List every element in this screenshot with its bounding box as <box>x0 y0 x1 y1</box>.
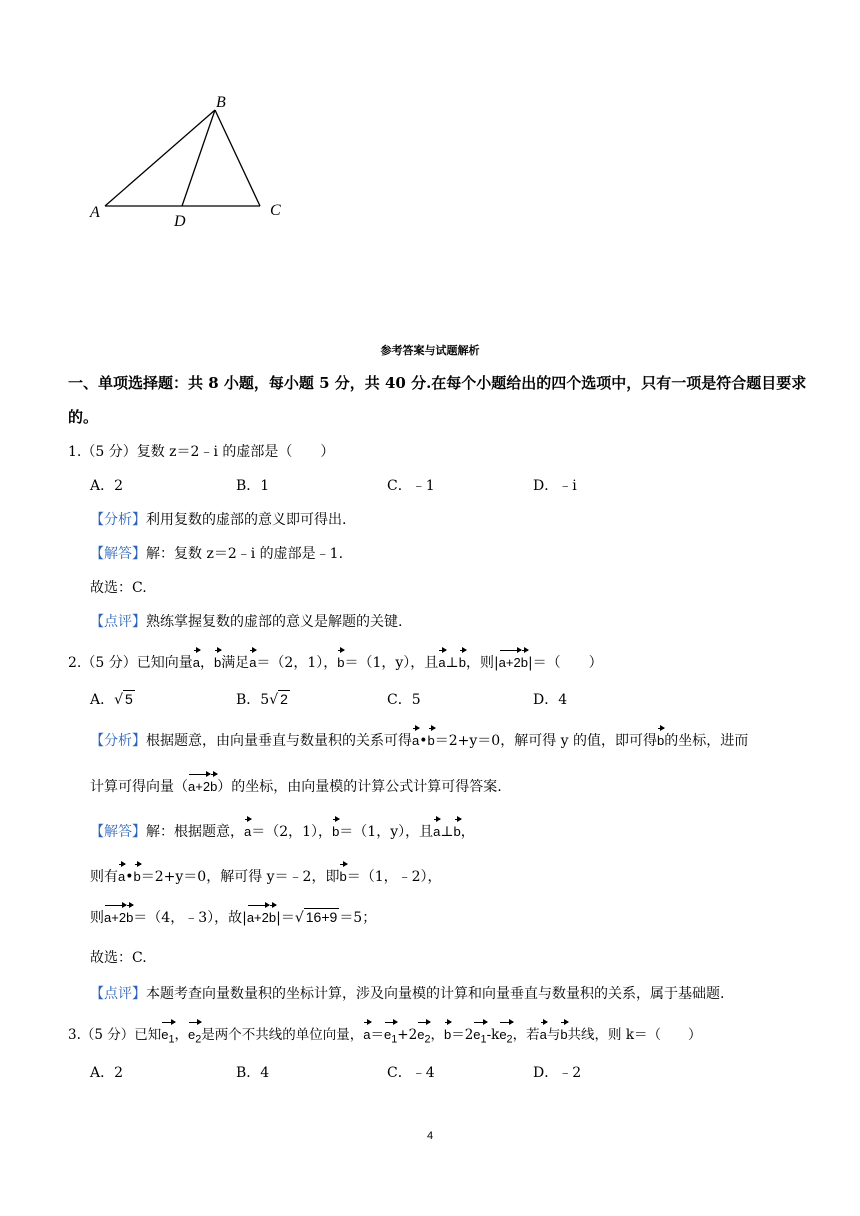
q3-stem-text: -k <box>486 1027 500 1043</box>
q2-stem-cond: 满足 <box>221 655 250 671</box>
q2-stem-sep: ， <box>199 655 214 671</box>
q2-choice: 故选：C. <box>90 950 147 966</box>
section-title: 参考答案与试题解析 <box>380 344 480 357</box>
subscript-1: 1 <box>391 1033 398 1046</box>
q2-analysis-text: ＝2+y＝0，解可得 y 的值，即可得 <box>434 733 657 749</box>
vector-b: b <box>268 910 277 925</box>
q1-stem: 1.（5 分）复数 z＝2﹣i 的虚部是（ ） <box>68 444 335 460</box>
triangle-figure <box>80 88 320 238</box>
part1-heading-line1: 一、单项选择题：共 8 小题，每小题 5 分，共 40 分.在每个小题给出的四个选项中，只有一项是符合题目要求 <box>68 374 807 392</box>
q3-stem-text: ，若 <box>512 1027 540 1043</box>
q2-option-a-prefix: A． <box>90 692 115 708</box>
q2-analysis-text: 的坐标，进而 <box>664 733 749 749</box>
vector-e-letter: e <box>188 1027 196 1042</box>
q2-solution-text: ＝（1，﹣2）， <box>346 869 442 885</box>
vector-b: b <box>453 824 461 839</box>
q2-option-a-radicand: 5 <box>125 691 133 707</box>
vector-a2b: a+2 <box>498 655 521 670</box>
vector-a: a <box>249 655 257 670</box>
vector-b: b <box>213 655 222 670</box>
label-a: A <box>90 204 100 221</box>
vector-a: a <box>539 1027 547 1042</box>
vector-b: b <box>210 779 218 794</box>
q3-stem-text: 共线，则 k＝（ ） <box>567 1027 702 1043</box>
q3-stem-text: 是两个不共线的单位向量， <box>201 1027 364 1043</box>
subscript-2: 2 <box>195 1033 202 1046</box>
q2-analysis-tag: 【分析】 <box>90 733 146 749</box>
vector-a2b: a+2 <box>246 910 269 925</box>
q2-solution-text: ＝（2，1）， <box>251 824 333 840</box>
vector-e-letter: e <box>473 1027 481 1042</box>
dot-symbol: • <box>125 869 134 885</box>
q1-analysis-tag: 【分析】 <box>90 512 146 528</box>
q2-solution-text: |＝ <box>276 910 295 926</box>
vector-a2b: a+2 <box>188 779 211 794</box>
perp-symbol: ⊥ <box>445 655 459 671</box>
label-b: B <box>216 94 226 111</box>
q2-analysis-line2 <box>90 776 502 796</box>
q2-analysis-text: 计算可得向量（ <box>90 779 188 795</box>
q2-solution-line2 <box>90 866 442 886</box>
q2-solution-tag: 【解答】 <box>90 824 146 840</box>
q1-comment <box>90 611 402 631</box>
q2-solution-line3: 则a+2b＝（4，﹣3），故|a+2b|＝√ 16+9 ＝5； <box>90 909 377 926</box>
q3-option-b: B．4 <box>236 1065 270 1081</box>
q1-option-d: D．﹣i <box>533 478 577 494</box>
q2-solution-line1 <box>90 821 475 841</box>
q1-option-a: A．2 <box>90 478 124 494</box>
vector-e-letter: e <box>417 1027 425 1042</box>
q2-solution-text: ， <box>460 824 475 840</box>
q1-comment-text: 熟练掌握复数的虚部的意义是解题的关键. <box>146 614 403 630</box>
q2-stem-eq-b: ＝（1，y），且 <box>344 655 439 671</box>
q2-solution-text: ＝5； <box>339 910 377 926</box>
vector-b: b <box>458 655 466 670</box>
q2-analysis-text: ）的坐标，由向量模的计算公式计算可得答案. <box>217 779 502 795</box>
subscript-1: 1 <box>168 1033 175 1046</box>
q3-stem-text: +2 <box>397 1027 418 1043</box>
vector-e1 <box>384 1027 397 1046</box>
vector-e-letter: e <box>161 1027 169 1042</box>
q2-analysis-line1 <box>90 730 748 750</box>
vector-b: b <box>332 824 340 839</box>
part1-heading-line2: 的。 <box>68 408 99 426</box>
vector-a: a <box>363 1027 371 1042</box>
vector-b: b <box>427 733 435 748</box>
q3-stem-text: 与 <box>546 1027 561 1043</box>
q2-stem-tail: |＝（ ） <box>527 655 603 671</box>
q1-option-c: C．﹣1 <box>387 478 435 494</box>
subscript-2: 2 <box>424 1033 431 1046</box>
subscript-2: 2 <box>506 1033 513 1046</box>
q2-solution-text: ＝2+y＝0，解可得 y＝﹣2，即 <box>140 869 340 885</box>
vector-e1 <box>473 1027 486 1046</box>
label-c: C <box>270 202 281 219</box>
vector-a: a <box>118 869 126 884</box>
vector-e1 <box>161 1027 174 1046</box>
q3-option-c: C．﹣4 <box>387 1065 435 1081</box>
q2-comment <box>90 983 724 1003</box>
q1-analysis-text: 利用复数的虚部的意义即可得出. <box>146 512 347 528</box>
vector-a: a <box>244 824 252 839</box>
q2-comment-tag: 【点评】 <box>90 986 146 1002</box>
vector-b: b <box>339 869 347 884</box>
q2-option-b-radicand: 2 <box>280 691 288 707</box>
vector-a: a <box>412 733 420 748</box>
q2-stem-eq-a: ＝（2，1）， <box>256 655 338 671</box>
label-d: D <box>174 213 186 230</box>
q3-stem-text: ， <box>174 1027 189 1043</box>
q2-solution-text: 则有 <box>90 869 118 885</box>
q2-analysis-text: 根据题意，由向量垂直与数量积的关系可得 <box>146 733 412 749</box>
q3-stem-text: ， <box>430 1027 444 1043</box>
vector-e2 <box>499 1027 512 1046</box>
vector-b: b <box>133 869 141 884</box>
q1-solution-tag: 【解答】 <box>90 546 146 562</box>
q3-stem <box>68 1023 702 1046</box>
q3-stem-text: 3.（5 分）已知 <box>68 1027 162 1043</box>
page-number: 4 <box>426 1130 434 1142</box>
q2-option-d: D．4 <box>533 692 568 708</box>
vector-b: b <box>337 655 345 670</box>
q2-option-b-prefix: B．5 <box>236 692 270 708</box>
q3-option-a: A．2 <box>90 1065 124 1081</box>
q2-stem-num: 2.（5 分）已知向量 <box>68 655 193 671</box>
q3-stem-text: ＝2 <box>451 1027 474 1043</box>
q1-comment-tag: 【点评】 <box>90 614 146 630</box>
q2-solution-radicand: 16+9 <box>305 909 338 925</box>
vector-e2 <box>188 1027 201 1046</box>
q2-option-c: C．5 <box>387 692 421 708</box>
vector-a2b: a+2 <box>104 910 127 925</box>
q2-comment-text: 本题考查向量数量积的坐标计算，涉及向量模的计算和向量垂直与数量积的关系，属于基础题. <box>146 986 725 1002</box>
vector-b: b <box>520 655 528 670</box>
q2-option-a: A．√ 5 <box>90 691 133 708</box>
vector-e-letter: e <box>499 1027 507 1042</box>
q2-stem-then: ，则| <box>465 655 499 671</box>
vector-e-letter: e <box>384 1027 392 1042</box>
segment-bc <box>215 110 260 206</box>
dot-symbol: • <box>419 733 428 749</box>
q1-option-b: B．1 <box>236 478 270 494</box>
q2-solution-text: ＝（1，y），且 <box>339 824 434 840</box>
q1-choice: 故选：C. <box>90 580 147 596</box>
q2-option-b: B．5√ 2 <box>236 691 288 708</box>
vector-a: a <box>433 824 441 839</box>
q2-stem <box>68 652 603 672</box>
vector-a: a <box>192 655 200 670</box>
vector-b: b <box>443 1027 452 1042</box>
q2-solution-text: 则 <box>90 910 104 926</box>
vector-b: b <box>657 733 665 748</box>
vector-b: b <box>560 1027 568 1042</box>
vector-a: a <box>438 655 446 670</box>
perp-symbol: ⊥ <box>440 824 454 840</box>
vector-e2 <box>417 1027 430 1046</box>
q1-solution-text: 解：复数 z＝2﹣i 的虚部是﹣1. <box>146 546 344 562</box>
q2-solution-text: ＝（4，﹣3），故| <box>133 910 247 926</box>
q1-analysis <box>90 509 346 529</box>
subscript-1: 1 <box>480 1033 487 1046</box>
q1-solution <box>90 543 343 563</box>
q2-solution-text: 解：根据题意， <box>146 824 244 840</box>
q3-stem-text: ＝ <box>370 1027 385 1043</box>
q3-option-d: D．﹣2 <box>533 1065 582 1081</box>
vector-b: b <box>126 910 134 925</box>
